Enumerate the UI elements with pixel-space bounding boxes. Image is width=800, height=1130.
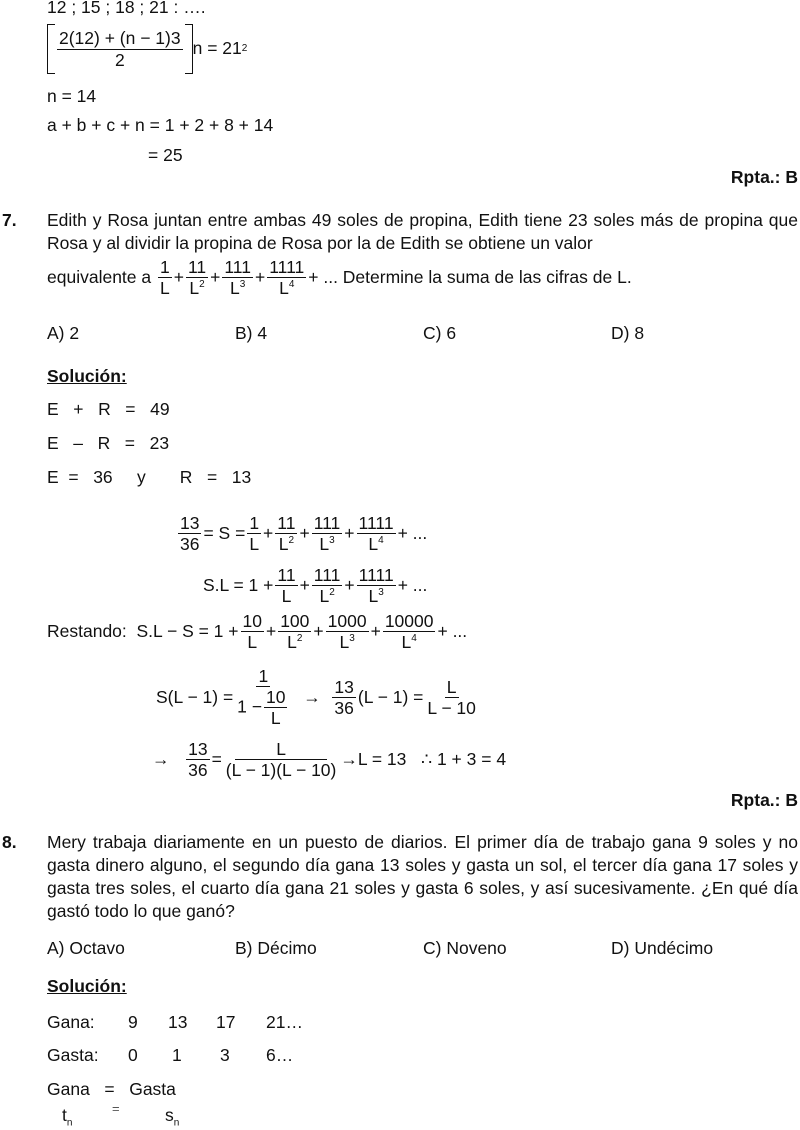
- problem-number: 7.: [2, 210, 17, 230]
- option-d: D) 8: [611, 323, 645, 343]
- restando-label: Restando:: [47, 621, 127, 641]
- subtraction-step: Restando: S.L − S = 1 + 10 L + 100 $L^2$ + 1000 $L^3$ + 10000 $L^4$ + ...: [47, 611, 468, 653]
- sum-equation: a + b + c + n = 1 + 2 + 8 + 14: [47, 115, 274, 135]
- t-n-term: $t_n$: [62, 1105, 73, 1129]
- denominator: 2: [114, 49, 125, 70]
- equation-values: E = 36 y R = 13: [47, 467, 252, 487]
- sequence-line: 12 ; 15 ; 18 ; 21 : ….: [47, 0, 206, 17]
- gana-value: 21…: [266, 1012, 303, 1032]
- l-value: L = 13: [357, 749, 407, 769]
- equals-sign: =: [112, 1101, 120, 1116]
- bracket-tail: n = 21: [192, 38, 242, 59]
- numerator: 2(12) + (n − 1)3: [59, 28, 181, 49]
- option-b: B) Décimo: [235, 938, 317, 958]
- option-c: C) 6: [423, 323, 457, 343]
- solution-heading: Solución:: [47, 976, 127, 996]
- left-bracket: [47, 24, 55, 74]
- gasta-label: Gasta:: [47, 1045, 99, 1065]
- frac-111-L3: 111 $L^3$: [224, 257, 251, 299]
- gasta-value: 3: [220, 1045, 230, 1065]
- problem-statement: Mery trabaja diariamente en un puesto de diarios. El primer día de trabajo gana 9 soles y no gasta dinero alguno, el segundo día gana 13 soles y gasta un sol, el tercer día gana 17 soles y gasta tres soles, el cuarto día gana 21 soles y gasta 6 soles, y así sucesivamente. ¿En qué día gastó todo lo que ganó?: [47, 832, 798, 921]
- problem-statement: Edith y Rosa juntan entre ambas 49 soles de propina, Edith tiene 23 soles más de propina que Rosa y al dividir la propina de Rosa por la de Edith se obtiene un valor: [47, 210, 798, 253]
- eq-suffix: Determine la suma de las cifras de L.: [342, 267, 632, 287]
- n-equation: n = 14: [47, 86, 97, 106]
- option-a: A) Octavo: [47, 938, 125, 958]
- answer-label: Rpta.: B: [730, 167, 798, 187]
- gana-value: 9: [128, 1012, 138, 1032]
- frac-1-L: 1 L: [160, 257, 170, 299]
- equality-line: Gana = Gasta: [47, 1079, 176, 1099]
- gasta-value: 0: [128, 1045, 138, 1065]
- s-definition: 13 36 = S = 1 L + 11 $L^2$ + 111 $L^3$ + 1111 $L^4$ + ...: [180, 513, 428, 555]
- option-b: B) 4: [235, 323, 268, 343]
- gasta-value: 1: [172, 1045, 182, 1065]
- digit-sum: ∴ 1 + 3 = 4: [420, 749, 507, 769]
- equation-diff: E – R = 23: [47, 433, 170, 453]
- gana-label: Gana:: [47, 1012, 95, 1032]
- s-n-term: $s_n$: [165, 1105, 180, 1129]
- gana-value: 17: [216, 1012, 236, 1032]
- option-c: C) Noveno: [423, 938, 507, 958]
- problem-number: 8.: [2, 832, 17, 852]
- equation-sum: E + R = 49: [47, 399, 170, 419]
- option-a: A) 2: [47, 323, 80, 343]
- right-bracket: [185, 24, 193, 74]
- series-equation: equivalente a 1 L + 11 $L^2$ + 111 $L^3$ + 1111 $L^4$ + ... Determine la suma de las cifras de L.: [47, 257, 632, 299]
- final-step: → 13 36 = L (L − 1)(L − 10) → L = 13 ∴ 1 + 3 = 4: [152, 739, 507, 781]
- sl-definition: S.L = 1 + 11 L + 111 $L^2$ + 1111 $L^3$ + ...: [203, 565, 428, 607]
- fraction: [57, 28, 183, 69]
- formula-bracket: $\frac{2(12) + (n - 1)3}{2}$ n = 21 2: [47, 24, 247, 74]
- option-d: D) Undécimo: [611, 938, 714, 958]
- geometric-sum-step: S(L − 1) = 1 1 − $\frac{10}{L}$ → 13 36 (L − 1) = L L − 10: [156, 666, 476, 729]
- sum-result: = 25: [148, 145, 183, 165]
- solution-heading: Solución:: [47, 366, 127, 386]
- gana-value: 13: [168, 1012, 188, 1032]
- gasta-value: 6…: [266, 1045, 294, 1065]
- frac-11-L2: 11 $L^2$: [187, 257, 207, 299]
- answer-label: Rpta.: B: [730, 790, 798, 810]
- frac-1111-L4: 1111 $L^4$: [269, 257, 305, 299]
- eq-prefix: equivalente a: [47, 267, 152, 287]
